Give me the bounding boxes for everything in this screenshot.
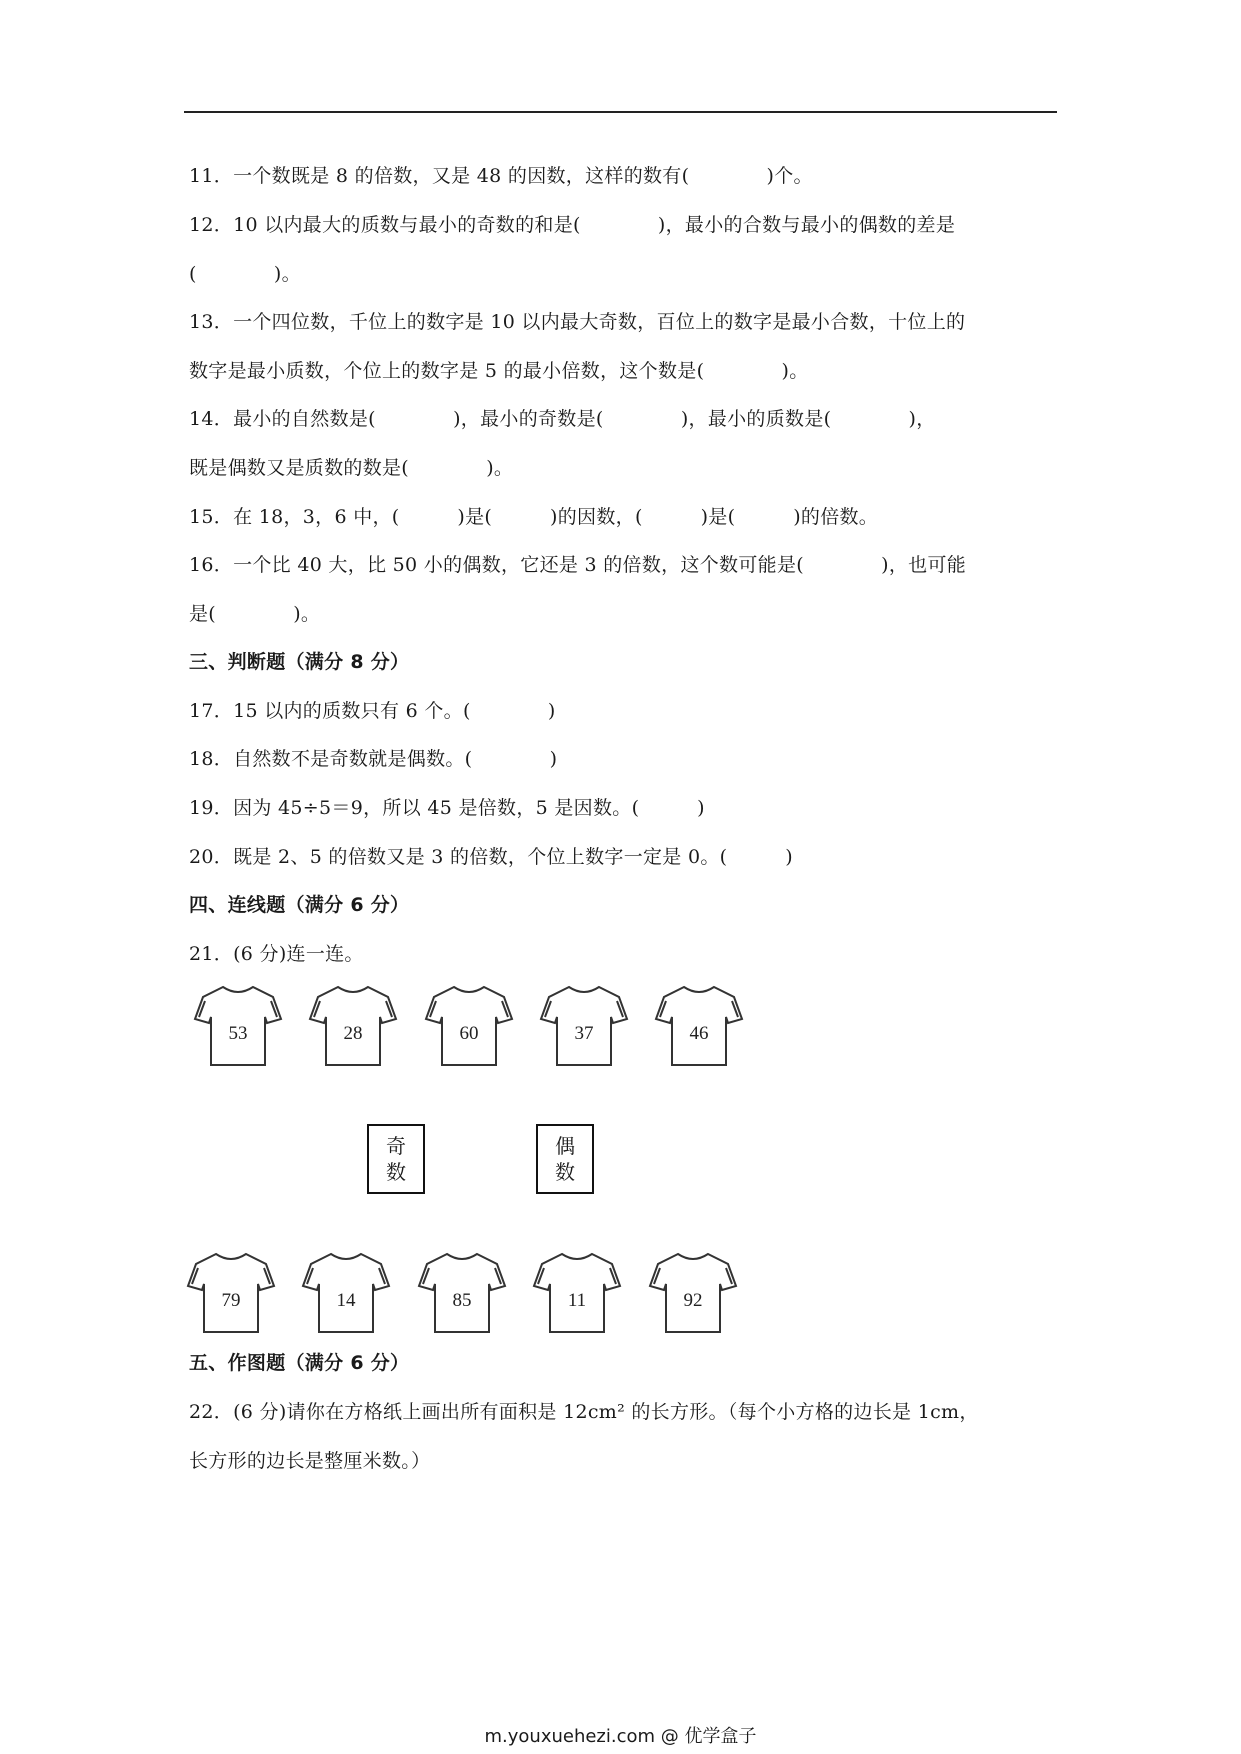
question-15: 15．在 18，3，6 中，( )是( )的因数，( )是( )的倍数。	[189, 506, 879, 528]
question-12: 12．10 以内最大的质数与最小的奇数的和是( )，最小的合数与最小的偶数的差是	[189, 214, 956, 236]
question-11: 11．一个数既是 8 的倍数，又是 48 的因数，这样的数有( )个。	[189, 165, 813, 187]
section-3-heading: 三、判断题（满分 8 分）	[189, 651, 410, 673]
shirt-number: 28	[343, 1023, 363, 1044]
box-char: 数	[386, 1160, 406, 1184]
shirt-37	[539, 983, 629, 1069]
question-22-cont: 长方形的边长是整厘米数。）	[189, 1450, 431, 1472]
question-19: 19．因为 45÷5＝9，所以 45 是倍数，5 是因数。( )	[189, 797, 705, 819]
odd-number-box	[367, 1124, 425, 1194]
shirt-number: 46	[689, 1023, 709, 1044]
shirt-number: 11	[567, 1290, 587, 1311]
footer-watermark: m.youxuehezi.com @ 优学盒子	[484, 1726, 757, 1747]
shirt-53	[193, 983, 283, 1069]
question-13-cont: 数字是最小质数，个位上的数字是 5 的最小倍数，这个数是( )。	[189, 360, 809, 382]
shirt-60	[424, 983, 514, 1069]
shirt-92	[648, 1250, 738, 1336]
shirt-number: 85	[452, 1290, 472, 1311]
question-18: 18．自然数不是奇数就是偶数。( )	[189, 748, 558, 770]
question-13: 13．一个四位数，千位上的数字是 10 以内最大奇数，百位上的数字是最小合数，十位上的	[189, 311, 966, 333]
box-char: 数	[555, 1160, 575, 1184]
box-char: 奇	[386, 1134, 406, 1158]
shirt-number: 92	[683, 1290, 703, 1311]
shirt-79	[186, 1250, 276, 1336]
question-12-cont: ( )。	[189, 263, 301, 285]
question-22: 22．(6 分)请你在方格纸上画出所有面积是 12cm² 的长方形。（每个小方格的边长是 1cm，	[189, 1401, 979, 1423]
even-number-box	[536, 1124, 594, 1194]
shirt-11	[532, 1250, 622, 1336]
section-4-heading: 四、连线题（满分 6 分）	[189, 894, 410, 916]
question-21: 21．(6 分)连一连。	[189, 943, 364, 965]
shirt-46	[654, 983, 744, 1069]
shirt-number: 14	[336, 1290, 356, 1311]
header-rule	[184, 111, 1057, 113]
question-17: 17．15 以内的质数只有 6 个。( )	[189, 700, 556, 722]
shirt-14	[301, 1250, 391, 1336]
shirt-85	[417, 1250, 507, 1336]
question-16-cont: 是( )。	[189, 603, 321, 625]
question-14-cont: 既是偶数又是质数的数是( )。	[189, 457, 514, 479]
shirt-number: 37	[574, 1023, 594, 1044]
question-20: 20．既是 2、5 的倍数又是 3 的倍数，个位上数字一定是 0。( )	[189, 846, 793, 868]
shirt-28	[308, 983, 398, 1069]
shirt-number: 53	[228, 1023, 248, 1044]
question-14: 14．最小的自然数是( )，最小的奇数是( )，最小的质数是( )，	[189, 408, 936, 430]
question-16: 16．一个比 40 大，比 50 小的偶数，它还是 3 的倍数，这个数可能是( )，也可能	[189, 554, 967, 576]
box-char: 偶	[555, 1134, 575, 1158]
section-5-heading: 五、作图题（满分 6 分）	[189, 1352, 410, 1374]
shirt-number: 79	[221, 1290, 241, 1311]
shirt-number: 60	[459, 1023, 479, 1044]
